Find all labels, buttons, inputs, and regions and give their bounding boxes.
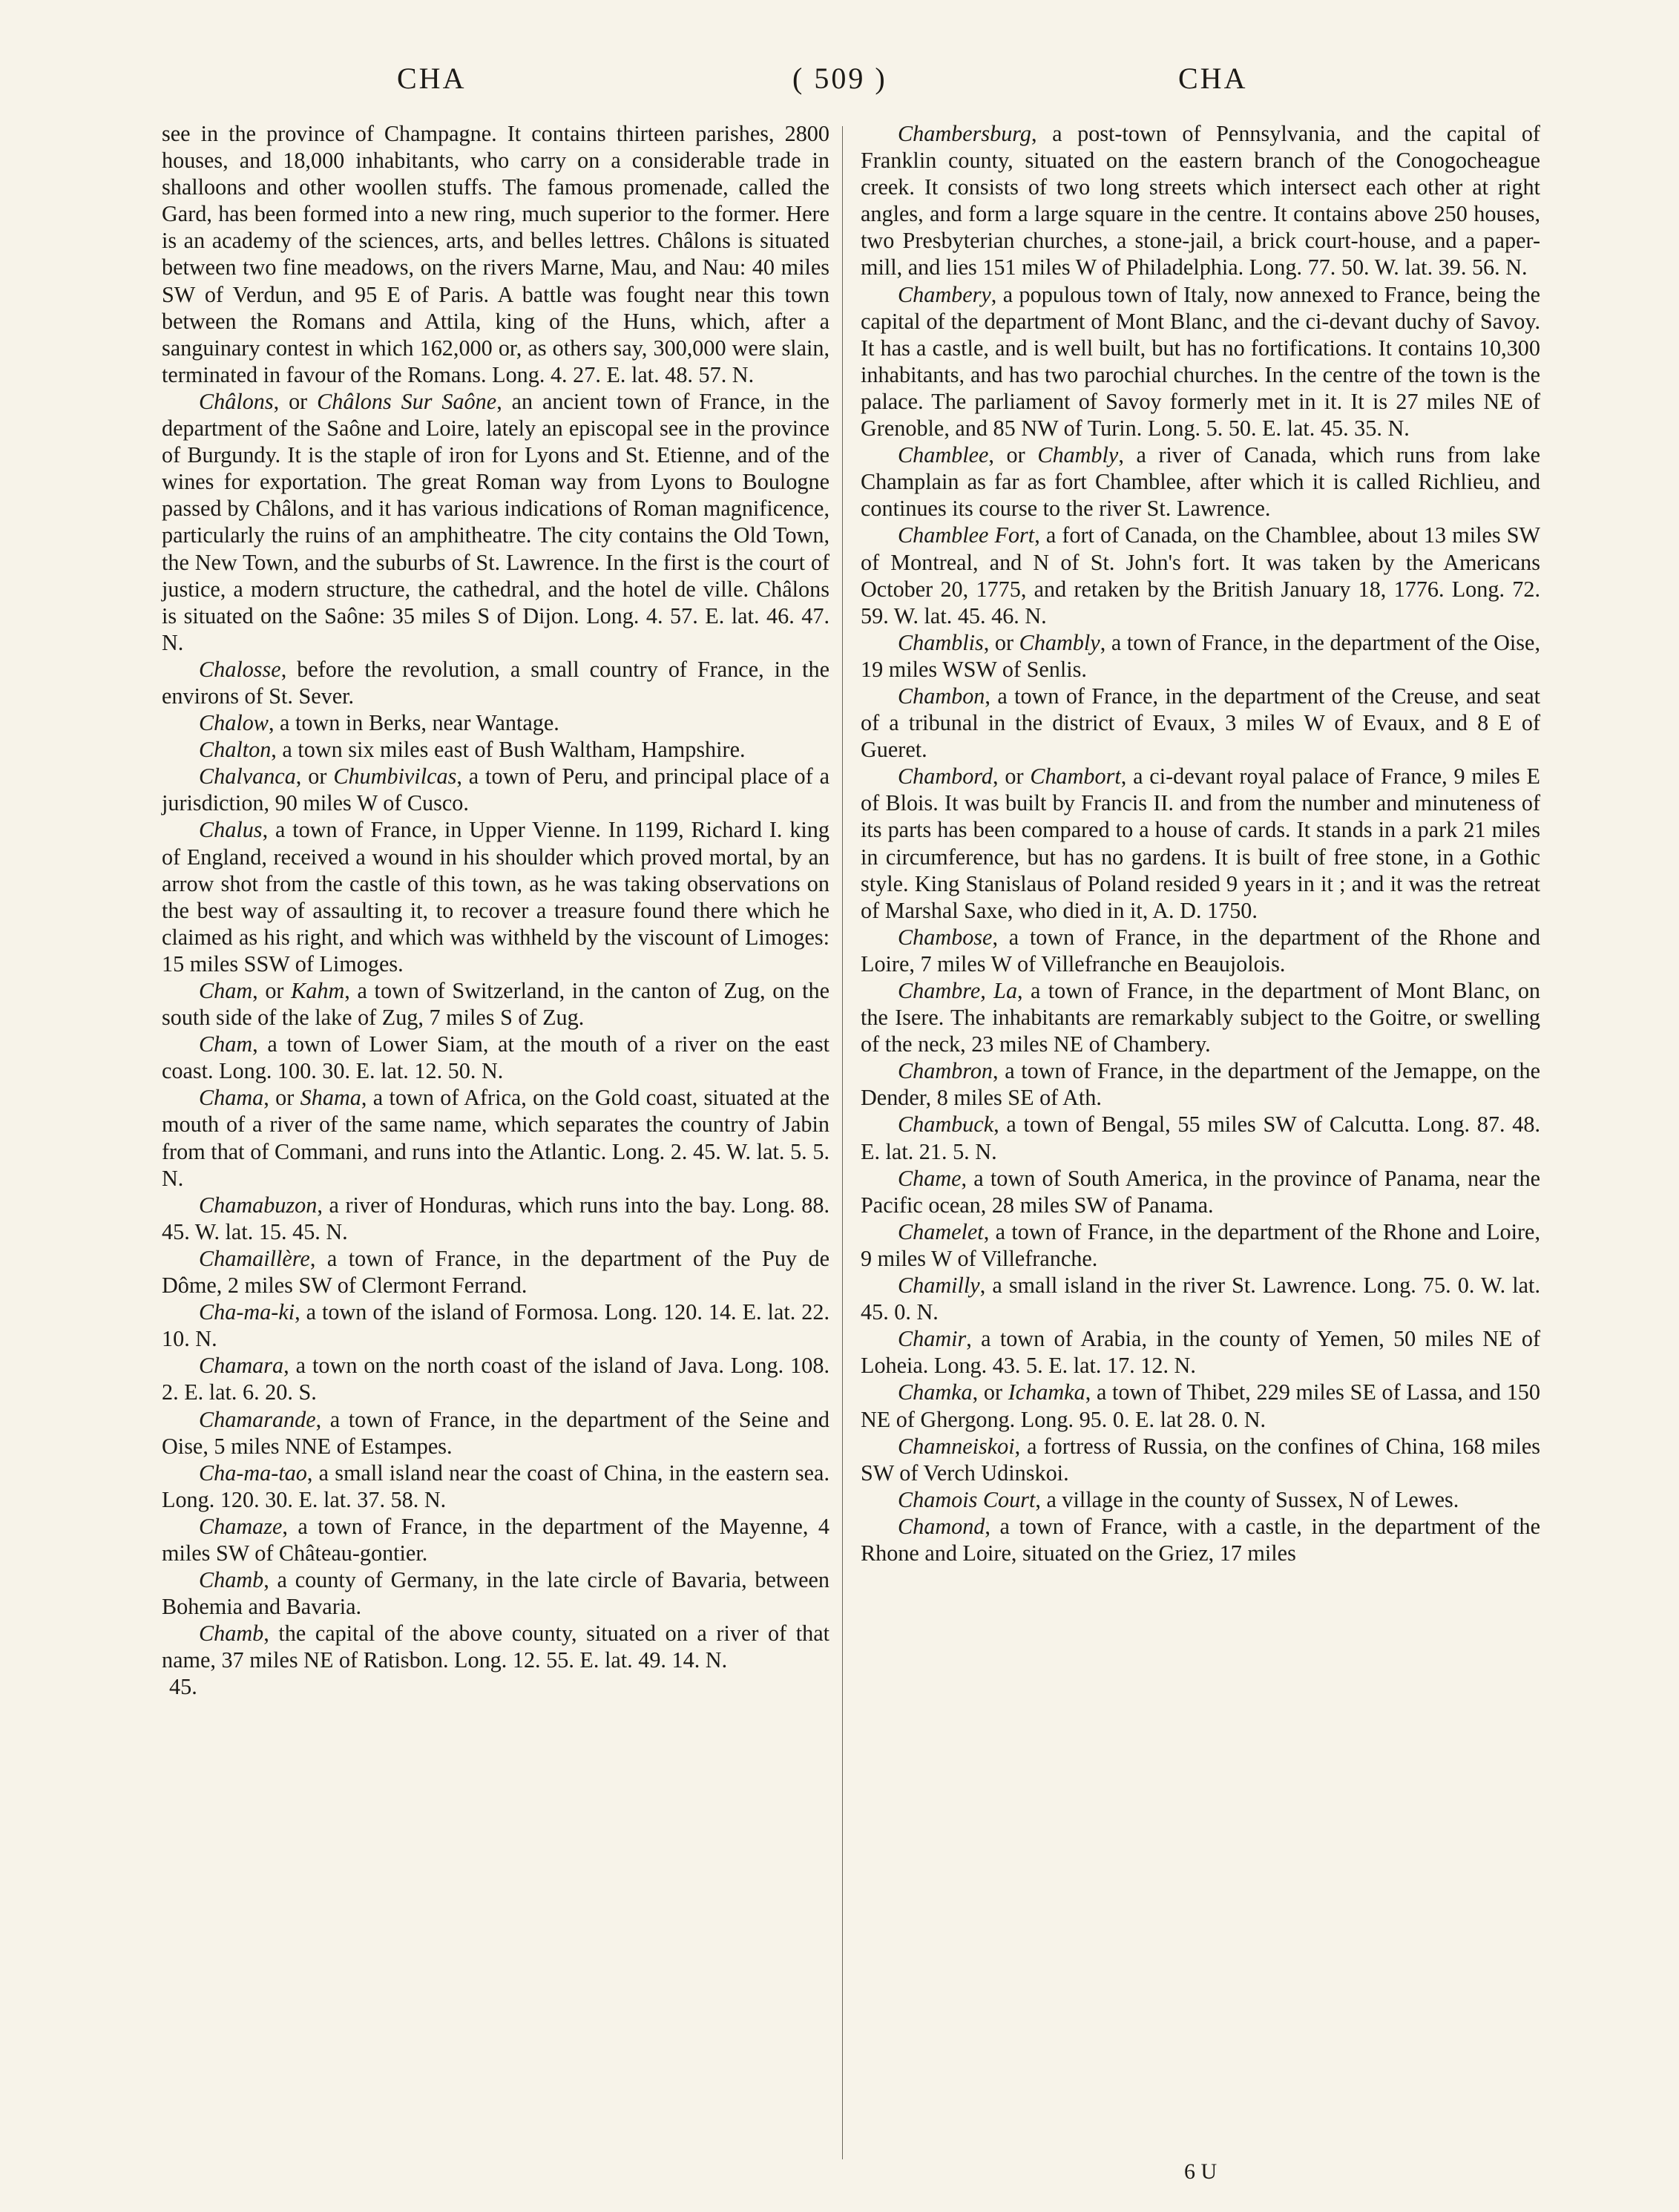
- running-head: [0, 61, 1679, 105]
- right-column: [861, 120, 1540, 1566]
- gazetteer-entry: [861, 763, 1540, 924]
- entry-text: , a village in the county of Sussex, N of Lewes.: [1035, 1486, 1459, 1512]
- gazetteer-entry: [861, 977, 1540, 1057]
- entry-text: , a town of France, in the department of the Puy de Dôme, 2 miles SW of Clermont Ferrand.: [162, 1245, 829, 1299]
- entry-text: , a town of France, in the department of the Seine and Oise, 5 miles NNE of Estampes.: [162, 1406, 829, 1459]
- entry-alt-name: Chumbivilcas: [333, 764, 457, 790]
- gazetteer-entry: [162, 1620, 829, 1673]
- entry-text: , the capital of the above county, situated on a river of that name, 37 miles NE of Ratisbon. Long. 12. 55. E. lat. 49. 14. N.: [162, 1621, 829, 1673]
- gazetteer-entry: [162, 816, 829, 977]
- signature-mark: 45.: [169, 1674, 197, 1700]
- entry-headword: Chamblee Fort: [898, 522, 1035, 548]
- gazetteer-entry: [861, 1325, 1540, 1379]
- entry-text: , a post-town of Pennsylvania, and the capital of Franklin county, situated on the eastern branch of the Conogocheague creek. It consists of two long streets which intersect each other at right angles, and form a large square in the centre. It contains above 250 houses, two Presbyterian churches, a stone-jail, a brick court-house, and a paper-mill, and lies 151 miles W of Philadelphia. Long. 77. 50. W. lat. 39. 56. N.: [861, 121, 1540, 280]
- left-column: [162, 120, 829, 1701]
- entry-text: , a town of France, with a castle, in the department of the Rhone and Loire, situated on the Griez, 17 miles: [861, 1513, 1540, 1566]
- entry-text-rest: , an ancient town of France, in the department of the Saône and Loire, lately an episcopal see in the province of Burgundy. It is the staple of iron for Lyons and St. Etienne, and of the wines for exportation. The great Roman way from Lyons to Boulogne passed by Châlons, and it has various indications of Roman magnificence, particularly the ruins of an amphitheatre. The city contains the Old Town, the New Town, and the suburbs of St. Lawrence. In the first is the court of justice, a modern structure, the cathedral, and the hotel de ville. Châlons is situated on the Saône: 35 miles S of Dijon. Long. 4. 57. E. lat. 46. 47. N.: [162, 388, 829, 655]
- gazetteer-entry: [162, 736, 829, 763]
- gazetteer-entry: [861, 629, 1540, 683]
- entry-text: , or: [972, 1379, 1008, 1405]
- continuation-paragraph: see in the province of Champagne. It contains thirteen parishes, 2800 houses, and 18,000 inhabitants, who carry on a considerable trade in shalloons and other woollen stuffs. The famous promenade, called the Gard, has been formed into a new ring, much superior to the former. Here is an academy of the sciences, arts, and belles lettres. Châlons is situated between two fine meadows, on the rivers Marne, Mau, and Nau: 40 miles SW of Verdun, and 95 E of Paris. A battle was fought near this town between the Romans and Attila, king of the Huns, which, after a sanguinary contest in which 162,000 or, as others say, 300,000 were slain, terminated in favour of the Romans. Long. 4. 27. E. lat. 48. 57. N.: [162, 121, 829, 387]
- entry-text: , or: [252, 978, 292, 1003]
- gazetteer-entry: [162, 1084, 829, 1191]
- entry-text: , a river of Honduras, which runs into the bay. Long. 88. 45. W. lat. 15. 45. N.: [162, 1192, 829, 1244]
- header-left: CHA: [397, 62, 467, 95]
- gazetteer-entry: [861, 281, 1540, 442]
- entry-headword: Cham: [199, 1031, 253, 1057]
- entry-headword: Chamabuzon: [199, 1192, 318, 1218]
- gazetteer-entry: [861, 1272, 1540, 1325]
- entry-alt-name: Châlons Sur Saône: [317, 388, 497, 414]
- entry-headword: Chamb: [199, 1567, 264, 1593]
- gazetteer-entry: [162, 388, 829, 656]
- entry-headword: Chamarande: [199, 1406, 316, 1432]
- right-entries: [861, 120, 1540, 1566]
- entry-headword: Chambose: [898, 924, 993, 950]
- gazetteer-entry: [861, 1057, 1540, 1111]
- entry-headword: Chambron: [898, 1058, 993, 1084]
- entry-headword: Chalus: [199, 817, 263, 843]
- gazetteer-entry: [162, 1352, 829, 1405]
- entry-text: , before the revolution, a small country of France, in the environs of St. Sever.: [162, 656, 829, 709]
- entry-headword: Chamneiskoi: [898, 1433, 1015, 1459]
- gazetteer-entry: [861, 1218, 1540, 1272]
- gazetteer-entry: [162, 1192, 829, 1245]
- signature-gathering: 6 U: [1184, 2159, 1218, 2184]
- entry-text-rest: , a river of Canada, which runs from lake Champlain as far as fort Chamblee, after which it is called Richlieu, and continues its course to the river St. Lawrence.: [861, 442, 1540, 522]
- entry-text: , a town of France, in the department of the Rhone and Loire, 7 miles W of Villefranche en Beaujolois.: [861, 924, 1540, 977]
- gazetteer-entry: [162, 1460, 829, 1513]
- entry-headword: Chalton: [199, 737, 272, 763]
- entry-text: , a town of France, in the department of Mont Blanc, on the Isere. The inhabitants are remarkably subject to the Goitre, or swelling of the neck, 23 miles NE of Chambery.: [861, 978, 1541, 1057]
- gazetteer-entry: [861, 1513, 1540, 1566]
- entry-text: , a county of Germany, in the late circle of Bavaria, between Bohemia and Bavaria.: [162, 1567, 829, 1620]
- entry-text: , a fortress of Russia, on the confines of China, 168 miles SW of Verch Udinskoi.: [861, 1433, 1540, 1486]
- gazetteer-entry: [162, 977, 829, 1031]
- entry-text: , a town of France, in Upper Vienne. In 1199, Richard I. king of England, received a wound in his shoulder which proved mortal, by an arrow shot from the castle of this town, as he was taking observations on the best way of assaulting it, to recover a treasure found there which he claimed as his right, and which was withheld by the viscount of Limoges: 15 miles SSW of Limoges.: [162, 817, 829, 977]
- entry-headword: Chamaze: [199, 1513, 283, 1539]
- gazetteer-entry: [861, 924, 1540, 977]
- entry-alt-name: Chambly: [1037, 442, 1119, 468]
- entry-headword: Chambre, La: [898, 978, 1018, 1003]
- entry-headword: Chamilly: [898, 1273, 980, 1299]
- gazetteer-entry: [861, 1165, 1540, 1218]
- entry-text: , or: [263, 1085, 300, 1111]
- page-number: ( 509 ): [792, 62, 887, 95]
- entry-headword: Chambord: [898, 764, 993, 790]
- entry-text: , or: [295, 764, 334, 790]
- entry-alt-name: Chambly: [1019, 629, 1100, 655]
- entry-text-rest: , a ci-devant royal palace of France, 9 miles E of Blois. It was built by Francis II. and from the number and minuteness of its parts has been compared to a house of cards. It stands in a park 21 miles in circumference, but has no gardens. It is built of free stone, in a Gothic style. King Stanislaus of Poland resided 9 years in it ; and it was the retreat of Marshal Saxe, who died in it, A. D. 1750.: [861, 764, 1540, 923]
- gazetteer-entry: [861, 1433, 1540, 1486]
- entry-headword: Chamelet: [898, 1218, 984, 1244]
- entry-headword: Châlons: [199, 388, 274, 414]
- entry-headword: Chamond: [898, 1513, 985, 1539]
- entry-headword: Cha-ma-tao: [199, 1460, 307, 1486]
- gazetteer-entry: [861, 683, 1540, 763]
- gazetteer-entry: [861, 1379, 1540, 1432]
- entry-text: , a town six miles east of Bush Waltham, Hampshire.: [271, 737, 746, 763]
- entry-text: , a town of France, in the department of the Rhone and Loire, 9 miles W of Villefranche.: [861, 1218, 1540, 1271]
- entry-text: , a populous town of Italy, now annexed to France, being the capital of the department of Mont Blanc, and the ci-devant duchy of Savoy. It has a castle, and is well built, but has no fortifications. It contains 10,300 inhabitants, and has two parochial churches. In the centre of the town is the palace. The parliament of Savoy formerly met in it. It is 27 miles NE of Grenoble, and 85 NW of Turin. Long. 5. 50. E. lat. 45. 35. N.: [861, 281, 1540, 442]
- entry-text: , a town of the island of Formosa. Long. 120. 14. E. lat. 22. 10. N.: [162, 1299, 829, 1352]
- entry-text-rest: , a town of France, in the department of the Oise, 19 miles WSW of Senlis.: [861, 629, 1540, 682]
- entry-alt-name: Shama: [300, 1085, 361, 1111]
- gazetteer-entry: [162, 1245, 829, 1299]
- entry-headword: Chamara: [199, 1353, 284, 1379]
- entry-headword: Cham: [199, 978, 253, 1003]
- entry-headword: Chamka: [898, 1379, 973, 1405]
- entry-headword: Cha-ma-ki: [199, 1299, 295, 1325]
- gazetteer-entry: [162, 1566, 829, 1620]
- gazetteer-entry: [162, 1299, 829, 1352]
- gazetteer-entry: [162, 763, 829, 816]
- entry-text-rest: , a town of Peru, and principal place of a jurisdiction, 90 miles W of Cusco.: [162, 764, 829, 816]
- entry-text: , a town of France, in the department of the Mayenne, 4 miles SW of Château-gontier.: [162, 1513, 829, 1566]
- gazetteer-entry: [162, 1406, 829, 1460]
- column-divider: [842, 126, 843, 2159]
- entry-headword: Chamir: [898, 1326, 967, 1352]
- entry-text: , or: [993, 764, 1031, 790]
- left-entries: [162, 388, 829, 1674]
- entry-headword: Chamblee: [898, 442, 989, 468]
- entry-headword: Chamois Court: [898, 1486, 1036, 1512]
- gazetteer-entry: [861, 522, 1540, 629]
- entry-headword: Chambuck: [898, 1112, 994, 1138]
- entry-text: , or: [983, 629, 1019, 655]
- entry-text: , a town of Arabia, in the county of Yemen, 50 miles NE of Loheia. Long. 43. 5. E. lat. 17. 12. N.: [861, 1326, 1540, 1379]
- entry-alt-name: Ichamka: [1008, 1379, 1085, 1405]
- entry-headword: Chalvanca: [199, 764, 296, 790]
- gazetteer-entry: [162, 709, 829, 736]
- entry-text: , or: [988, 442, 1038, 468]
- gazetteer-entry: [162, 656, 829, 709]
- entry-alt-name: Kahm: [291, 978, 345, 1003]
- gazetteer-entry: [861, 1111, 1540, 1164]
- entry-headword: Chamaillère: [199, 1245, 310, 1271]
- entry-headword: Chambery: [898, 281, 991, 307]
- entry-text: , a town of France, in the department of the Creuse, and seat of a tribunal in the district of Evaux, 3 miles W of Evaux, and 8 E of Gueret.: [861, 683, 1540, 763]
- entry-text-rest: , a town of Africa, on the Gold coast, situated at the mouth of a river of the same name, which separates the country of Jabin from that of Commani, and runs into the Atlantic. Long. 2. 45. W. lat. 5. 5. N.: [162, 1085, 829, 1191]
- entry-text: , a small island in the river St. Lawrence. Long. 75. 0. W. lat. 45. 0. N.: [861, 1273, 1540, 1325]
- entry-headword: Chama: [199, 1085, 264, 1111]
- entry-text: , a fort of Canada, on the Chamblee, about 13 miles SW of Montreal, and N of St. John's fort. It was taken by the Americans October 20, 1775, and retaken by the British January 18, 1776. Long. 72. 59. W. lat. 45. 46. N.: [861, 522, 1540, 629]
- entry-headword: Chalow: [199, 710, 269, 736]
- gazetteer-entry: [861, 442, 1540, 522]
- entry-text: , a town on the north coast of the island of Java. Long. 108. 2. E. lat. 6. 20. S.: [162, 1353, 829, 1405]
- entry-text: , a town of Lower Siam, at the mouth of a river on the east coast. Long. 100. 30. E. lat. 12. 50. N.: [162, 1031, 829, 1084]
- entry-text: , a town of South America, in the province of Panama, near the Pacific ocean, 28 miles SW of Panama.: [861, 1165, 1540, 1218]
- entry-headword: Chamblis: [898, 629, 984, 655]
- entry-headword: Chambon: [898, 683, 985, 709]
- entry-alt-name: Chambort: [1030, 764, 1121, 790]
- entry-headword: Chambersburg: [898, 121, 1032, 146]
- header-right: CHA: [1178, 62, 1248, 95]
- entry-headword: Chamb: [199, 1621, 264, 1647]
- entry-text: , a small island near the coast of China, in the eastern sea. Long. 120. 30. E. lat. 37. 58. N.: [162, 1460, 829, 1512]
- entry-text: , a town in Berks, near Wantage.: [268, 710, 559, 736]
- entry-headword: Chalosse: [199, 656, 281, 682]
- gazetteer-entry: [162, 1031, 829, 1084]
- entry-headword: Chame: [898, 1165, 962, 1191]
- entry-text-rest: , a town of Switzerland, in the canton of Zug, on the south side of the lake of Zug, 7 miles S of Zug.: [162, 978, 829, 1031]
- gazetteer-entry: [861, 120, 1540, 281]
- entry-text: , a town of France, in the department of the Jemappe, on the Dender, 8 miles SE of Ath.: [861, 1058, 1540, 1111]
- entry-text: , or: [273, 388, 318, 414]
- entry-text: , a town of Bengal, 55 miles SW of Calcutta. Long. 87. 48. E. lat. 21. 5. N.: [861, 1112, 1540, 1164]
- entry-text-rest: , a town of Thibet, 229 miles SE of Lassa, and 150 NE of Ghergong. Long. 95. 0. E. lat 28. 0. N.: [861, 1379, 1540, 1432]
- gazetteer-entry: [162, 1513, 829, 1566]
- gazetteer-entry: [861, 1486, 1540, 1513]
